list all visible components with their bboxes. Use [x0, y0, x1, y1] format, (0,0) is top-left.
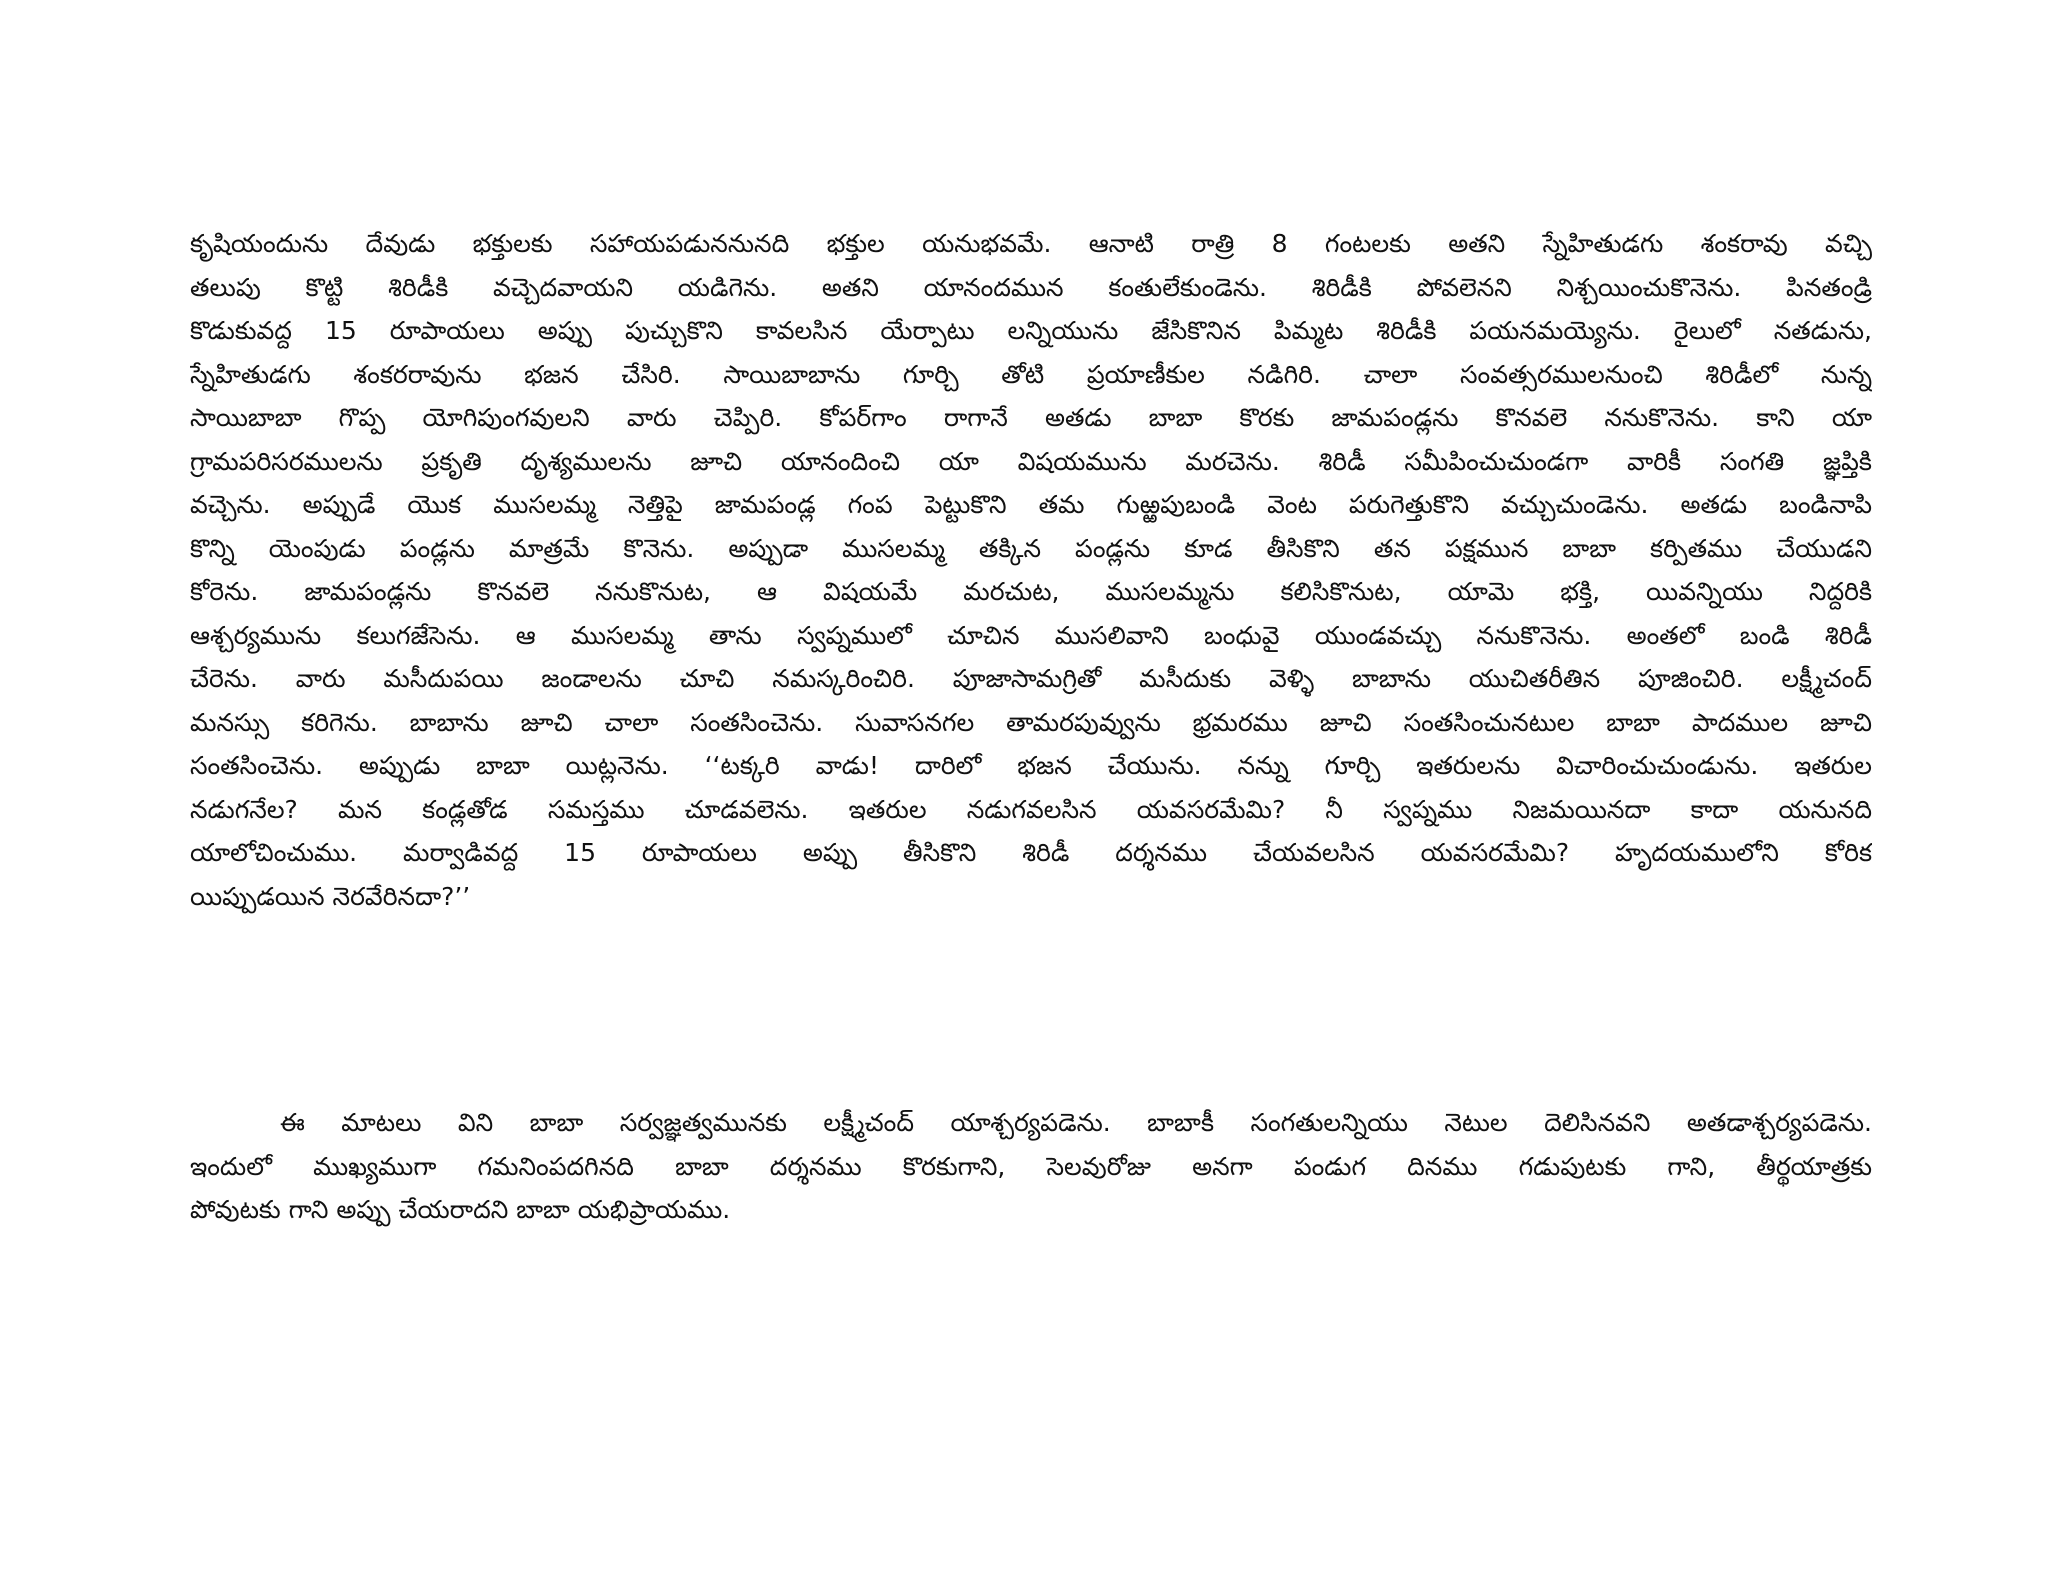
paragraph-line: ఇందులో ముఖ్యముగా గమనింపదగినది బాబా దర్శనము కొరకుగాని, సెలవురోజు అనగా పండుగ దినము గడుపుటకు గాని, తీర్థయాత్రకు: [190, 1151, 1872, 1181]
paragraph-line: ఆశ్చర్యమును కలుగజేసెను. ఆ ముసలమ్మ తాను స్వప్నములో చూచిన ముసలివాని బంధువై యుండవచ్చు ననుకొనెను. అంతలో బండి శిరిడీ: [190, 620, 1872, 650]
paragraph-line: సంతసించెను. అప్పుడు బాబా యిట్లనెను. ‘‘టక్కరి వాడు! దారిలో భజన చేయును. నన్ను గూర్చి ఇతరులను విచారించుచుండును. ఇతరుల: [190, 751, 1872, 780]
paragraph-1: [190, 222, 1872, 918]
paragraph-line: కొన్ని యెంపుడు పండ్లను మాత్రమే కొనెను. అప్పుడా ముసలమ్మ తక్కిన పండ్లను కూడ తీసికొని తన పక్షమున బాబా కర్పితము చేయుడని: [190, 533, 1872, 563]
paragraph-line: వచ్చెను. అప్పుడే యొక ముసలమ్మ నెత్తిపై జామపండ్ల గంప పెట్టుకొని తమ గుఱ్ఱపుబండి వెంట పరుగెత్తుకొని వచ్చుచుండెను. అతడు బండినాపి: [190, 490, 1872, 519]
paragraph-line: తలుపు కొట్టి శిరిడీకి వచ్చెదవాయని యడిగెను. అతని యానందమున కంతులేకుండెను. శిరిడీకి పోవలెనని నిశ్చయించుకొనెను. పినతండ్రి: [190, 272, 1872, 302]
paragraph-line: సాయిబాబా గొప్ప యోగిపుంగవులని వారు చెప్పిరి. కోపర్‌గాం రాగానే అతడు బాబా కొరకు జామపండ్లను కొనవలె ననుకొనెను. కాని యా: [190, 403, 1872, 432]
paragraph-2: [190, 1101, 1872, 1232]
paragraph-line: గ్రామపరిసరములను ప్రకృతి దృశ్యములను జూచి యానందించి యా విషయమును మరచెను. శిరిడీ సమీపించుచుండగా వారికీ సంగతి జ్ఞప్తికి: [190, 446, 1872, 476]
paragraph-line: యిప్పుడయిన నెరవేరినదా?’’: [190, 881, 471, 911]
paragraph-line: స్నేహితుడగు శంకరరావును భజన చేసిరి. సాయిబాబాను గూర్చి తోటి ప్రయాణీకుల నడిగిరి. చాలా సంవత్సరములనుంచి శిరిడీలో నున్న: [190, 359, 1872, 389]
paragraph-line: నడుగనేల? మన కండ్లతోడ సమస్తము చూడవలెను. ఇతరుల నడుగవలసిన యవసరమేమి? నీ స్వప్నము నిజమయినదా కాదా యనునది: [190, 794, 1872, 824]
paragraph-line: కృషియందును దేవుడు భక్తులకు సహాయపడుననునది భక్తుల యనుభవమే. ఆనాటి రాత్రి 8 గంటలకు అతని స్నేహితుడగు శంకరావు వచ్చి: [190, 229, 1872, 258]
paragraph-line: చేరెను. వారు మసీదుపయి జండాలను చూచి నమస్కరించిరి. పూజాసామగ్రితో మసీదుకు వెళ్ళి బాబాను యుచితరీతిన పూజించిరి. లక్ష్మీచంద్: [190, 664, 1872, 693]
paragraph-line: యాలోచించుము. మర్వాడివద్ద 15 రూపాయలు అప్పు తీసికొని శిరిడీ దర్శనము చేయవలసిన యవసరమేమి? హృదయములోని కోరిక: [190, 838, 1872, 867]
paragraph-line: పోవుటకు గాని అప్పు చేయరాదని బాబా యభిప్రాయము.: [190, 1195, 731, 1224]
paragraph-line: ఈ మాటలు విని బాబా సర్వజ్ఞత్వమునకు లక్ష్మీచంద్ యాశ్చర్యపడెను. బాబాకీ సంగతులన్నియు నెటుల దెలిసినవని అతడాశ్చర్యపడెను.: [280, 1108, 1872, 1137]
paragraph-line: కొడుకువద్ద 15 రూపాయలు అప్పు పుచ్చుకొని కావలసిన యేర్పాటు లన్నియును జేసికొనిన పిమ్మట శిరిడీకి పయనమయ్యెను. రైలులో నతడును,: [190, 316, 1872, 345]
paragraph-line: మనస్సు కరిగెను. బాబాను జూచి చాలా సంతసించెను. సువాసనగల తామరపువ్వును భ్రమరము జూచి సంతసించునటుల బాబా పాదముల జూచి: [190, 707, 1872, 737]
paragraph-line: కోరెను. జామపండ్లను కొనవలె ననుకొనుట, ఆ విషయమే మరచుట, ముసలమ్మను కలిసికొనుట, యామె భక్తి, యివన్నియు నిద్దరికి: [190, 577, 1872, 606]
